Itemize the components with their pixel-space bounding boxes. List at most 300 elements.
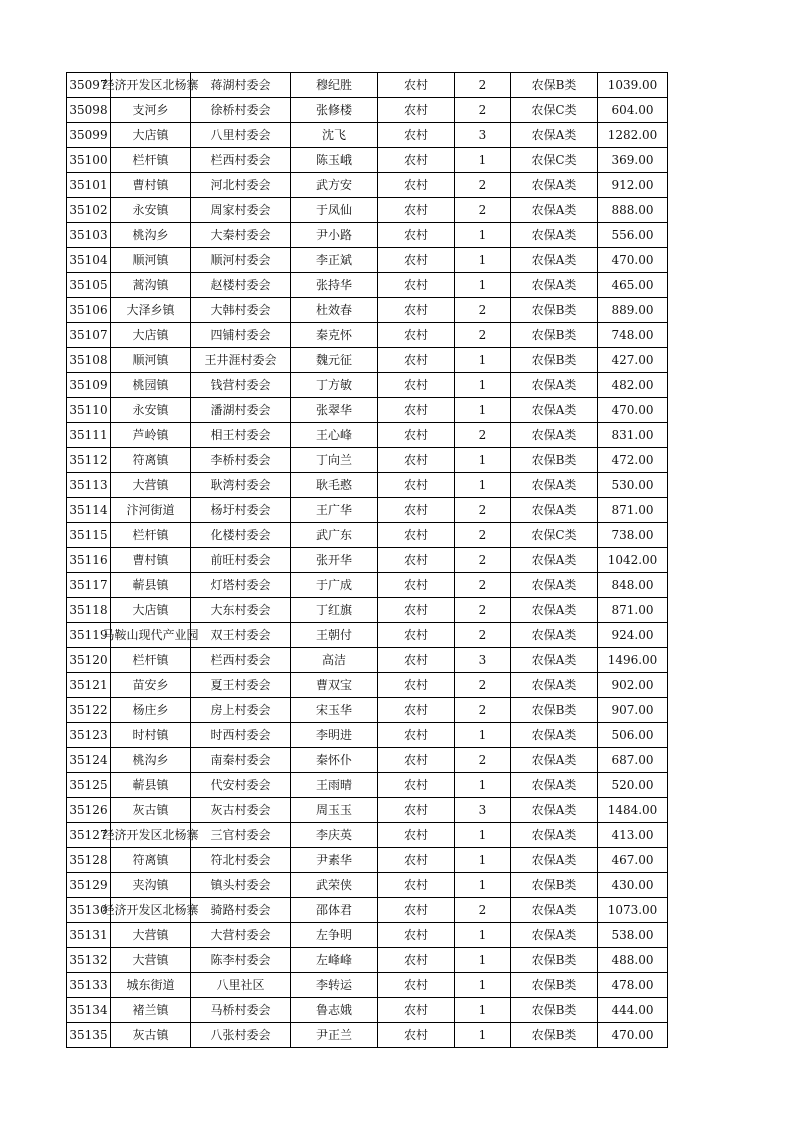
township-cell: 大店镇 (111, 323, 191, 348)
amount-cell: 687.00 (598, 748, 668, 773)
table-row (67, 348, 668, 373)
record-number-cell: 35112 (67, 448, 111, 473)
village-committee-cell: 大韩村委会 (191, 298, 291, 323)
recipient-table (66, 72, 668, 1048)
area-type-cell: 农村 (378, 548, 455, 573)
area-type-cell: 农村 (378, 323, 455, 348)
record-number-cell: 35114 (67, 498, 111, 523)
village-committee-cell: 钱营村委会 (191, 373, 291, 398)
township-cell: 大泽乡镇 (111, 298, 191, 323)
record-number-cell: 35111 (67, 423, 111, 448)
village-committee-cell: 骑路村委会 (191, 898, 291, 923)
table-row (67, 148, 668, 173)
insurance-category-cell: 农保A类 (511, 573, 598, 598)
township-cell: 蒿沟镇 (111, 273, 191, 298)
table-row (67, 948, 668, 973)
person-name-cell: 高洁 (291, 648, 378, 673)
person-name-cell: 秦克怀 (291, 323, 378, 348)
area-type-cell: 农村 (378, 523, 455, 548)
village-committee-cell: 河北村委会 (191, 173, 291, 198)
township-cell: 支河乡 (111, 98, 191, 123)
household-count-cell: 3 (455, 648, 511, 673)
amount-cell: 902.00 (598, 673, 668, 698)
person-name-cell: 王朝付 (291, 623, 378, 648)
amount-cell: 888.00 (598, 198, 668, 223)
household-count-cell: 1 (455, 1023, 511, 1048)
person-name-cell: 左争明 (291, 923, 378, 948)
household-count-cell: 2 (455, 323, 511, 348)
table-row (67, 773, 668, 798)
record-number-cell: 35133 (67, 973, 111, 998)
amount-cell: 520.00 (598, 773, 668, 798)
insurance-category-cell: 农保A类 (511, 123, 598, 148)
village-committee-cell: 四铺村委会 (191, 323, 291, 348)
person-name-cell: 尹正兰 (291, 1023, 378, 1048)
area-type-cell: 农村 (378, 373, 455, 398)
person-name-cell: 耿毛憨 (291, 473, 378, 498)
person-name-cell: 于凤仙 (291, 198, 378, 223)
table-row (67, 498, 668, 523)
household-count-cell: 2 (455, 548, 511, 573)
area-type-cell: 农村 (378, 773, 455, 798)
insurance-category-cell: 农保B类 (511, 448, 598, 473)
table-row (67, 223, 668, 248)
table-row (67, 723, 668, 748)
area-type-cell: 农村 (378, 198, 455, 223)
area-type-cell: 农村 (378, 823, 455, 848)
insurance-category-cell: 农保B类 (511, 698, 598, 723)
household-count-cell: 2 (455, 98, 511, 123)
village-committee-cell: 顺河村委会 (191, 248, 291, 273)
amount-cell: 369.00 (598, 148, 668, 173)
village-committee-cell: 杨圩村委会 (191, 498, 291, 523)
table-row (67, 573, 668, 598)
record-number-cell: 35117 (67, 573, 111, 598)
insurance-category-cell: 农保A类 (511, 923, 598, 948)
record-number-cell: 35118 (67, 598, 111, 623)
insurance-category-cell: 农保B类 (511, 348, 598, 373)
household-count-cell: 2 (455, 298, 511, 323)
insurance-category-cell: 农保A类 (511, 598, 598, 623)
village-committee-cell: 双王村委会 (191, 623, 291, 648)
household-count-cell: 1 (455, 873, 511, 898)
township-cell: 夹沟镇 (111, 873, 191, 898)
record-number-cell: 35119 (67, 623, 111, 648)
township-cell: 永安镇 (111, 398, 191, 423)
township-cell: 顺河镇 (111, 348, 191, 373)
person-name-cell: 于广成 (291, 573, 378, 598)
person-name-cell: 李庆英 (291, 823, 378, 848)
person-name-cell: 周玉玉 (291, 798, 378, 823)
household-count-cell: 2 (455, 73, 511, 98)
record-number-cell: 35122 (67, 698, 111, 723)
table-row (67, 423, 668, 448)
insurance-category-cell: 农保A类 (511, 173, 598, 198)
area-type-cell: 农村 (378, 1023, 455, 1048)
village-committee-cell: 李桥村委会 (191, 448, 291, 473)
table-row (67, 673, 668, 698)
table-row (67, 648, 668, 673)
table-row (67, 298, 668, 323)
person-name-cell: 李正斌 (291, 248, 378, 273)
person-name-cell: 王心峰 (291, 423, 378, 448)
person-name-cell: 魏元征 (291, 348, 378, 373)
insurance-category-cell: 农保A类 (511, 723, 598, 748)
table-row (67, 373, 668, 398)
person-name-cell: 张翠华 (291, 398, 378, 423)
village-committee-cell: 栏西村委会 (191, 648, 291, 673)
household-count-cell: 1 (455, 248, 511, 273)
person-name-cell: 穆纪胜 (291, 73, 378, 98)
village-committee-cell: 时西村委会 (191, 723, 291, 748)
household-count-cell: 2 (455, 898, 511, 923)
area-type-cell: 农村 (378, 723, 455, 748)
table-row (67, 748, 668, 773)
insurance-category-cell: 农保B类 (511, 298, 598, 323)
insurance-category-cell: 农保A类 (511, 823, 598, 848)
amount-cell: 871.00 (598, 598, 668, 623)
amount-cell: 488.00 (598, 948, 668, 973)
record-number-cell: 35100 (67, 148, 111, 173)
person-name-cell: 张持华 (291, 273, 378, 298)
village-committee-cell: 八里村委会 (191, 123, 291, 148)
area-type-cell: 农村 (378, 73, 455, 98)
insurance-category-cell: 农保A类 (511, 473, 598, 498)
amount-cell: 530.00 (598, 473, 668, 498)
insurance-category-cell: 农保A类 (511, 898, 598, 923)
area-type-cell: 农村 (378, 498, 455, 523)
area-type-cell: 农村 (378, 173, 455, 198)
table-row (67, 623, 668, 648)
township-cell: 符离镇 (111, 448, 191, 473)
amount-cell: 430.00 (598, 873, 668, 898)
household-count-cell: 1 (455, 823, 511, 848)
table-row (67, 998, 668, 1023)
area-type-cell: 农村 (378, 473, 455, 498)
record-number-cell: 35123 (67, 723, 111, 748)
record-number-cell: 35128 (67, 848, 111, 873)
table-row (67, 898, 668, 923)
household-count-cell: 1 (455, 998, 511, 1023)
amount-cell: 470.00 (598, 248, 668, 273)
insurance-category-cell: 农保A类 (511, 548, 598, 573)
record-number-cell: 35135 (67, 1023, 111, 1048)
village-committee-cell: 八里社区 (191, 973, 291, 998)
insurance-category-cell: 农保A类 (511, 798, 598, 823)
record-number-cell: 35098 (67, 98, 111, 123)
table-row (67, 448, 668, 473)
amount-cell: 848.00 (598, 573, 668, 598)
insurance-category-cell: 农保C类 (511, 148, 598, 173)
household-count-cell: 2 (455, 523, 511, 548)
township-cell: 永安镇 (111, 198, 191, 223)
village-committee-cell: 潘湖村委会 (191, 398, 291, 423)
amount-cell: 924.00 (598, 623, 668, 648)
township-cell: 苗安乡 (111, 673, 191, 698)
insurance-category-cell: 农保A类 (511, 848, 598, 873)
village-committee-cell: 王井涯村委会 (191, 348, 291, 373)
table-row (67, 248, 668, 273)
village-committee-cell: 大秦村委会 (191, 223, 291, 248)
household-count-cell: 1 (455, 923, 511, 948)
household-count-cell: 2 (455, 748, 511, 773)
amount-cell: 427.00 (598, 348, 668, 373)
township-cell: 灰古镇 (111, 1023, 191, 1048)
household-count-cell: 1 (455, 448, 511, 473)
amount-cell: 467.00 (598, 848, 668, 873)
household-count-cell: 2 (455, 498, 511, 523)
amount-cell: 871.00 (598, 498, 668, 523)
record-number-cell: 35130 (67, 898, 111, 923)
household-count-cell: 2 (455, 598, 511, 623)
record-number-cell: 35104 (67, 248, 111, 273)
area-type-cell: 农村 (378, 298, 455, 323)
township-cell: 桃沟乡 (111, 748, 191, 773)
village-committee-cell: 陈李村委会 (191, 948, 291, 973)
household-count-cell: 1 (455, 973, 511, 998)
area-type-cell: 农村 (378, 398, 455, 423)
insurance-category-cell: 农保B类 (511, 73, 598, 98)
person-name-cell: 秦怀仆 (291, 748, 378, 773)
area-type-cell: 农村 (378, 948, 455, 973)
area-type-cell: 农村 (378, 248, 455, 273)
table-row (67, 323, 668, 348)
record-number-cell: 35125 (67, 773, 111, 798)
area-type-cell: 农村 (378, 748, 455, 773)
person-name-cell: 张修楼 (291, 98, 378, 123)
amount-cell: 738.00 (598, 523, 668, 548)
table-row (67, 123, 668, 148)
table-row (67, 923, 668, 948)
person-name-cell: 曹双宝 (291, 673, 378, 698)
table-body (67, 73, 668, 1048)
amount-cell: 889.00 (598, 298, 668, 323)
village-committee-cell: 周家村委会 (191, 198, 291, 223)
amount-cell: 444.00 (598, 998, 668, 1023)
amount-cell: 1282.00 (598, 123, 668, 148)
insurance-category-cell: 农保A类 (511, 673, 598, 698)
village-committee-cell: 代安村委会 (191, 773, 291, 798)
township-cell: 汴河街道 (111, 498, 191, 523)
person-name-cell: 杜效春 (291, 298, 378, 323)
person-name-cell: 丁向兰 (291, 448, 378, 473)
area-type-cell: 农村 (378, 648, 455, 673)
village-committee-cell: 蒋湖村委会 (191, 73, 291, 98)
person-name-cell: 张开华 (291, 548, 378, 573)
village-committee-cell: 大东村委会 (191, 598, 291, 623)
person-name-cell: 尹素华 (291, 848, 378, 873)
table-row (67, 848, 668, 873)
household-count-cell: 1 (455, 373, 511, 398)
insurance-category-cell: 农保B类 (511, 873, 598, 898)
township-cell: 时村镇 (111, 723, 191, 748)
record-number-cell: 35109 (67, 373, 111, 398)
table-row (67, 598, 668, 623)
table-row (67, 1023, 668, 1048)
insurance-category-cell: 农保B类 (511, 998, 598, 1023)
township-cell: 灰古镇 (111, 798, 191, 823)
household-count-cell: 2 (455, 423, 511, 448)
township-cell: 栏杆镇 (111, 523, 191, 548)
table-row (67, 873, 668, 898)
amount-cell: 413.00 (598, 823, 668, 848)
insurance-category-cell: 农保B类 (511, 973, 598, 998)
insurance-category-cell: 农保A类 (511, 273, 598, 298)
amount-cell: 748.00 (598, 323, 668, 348)
household-count-cell: 1 (455, 348, 511, 373)
township-cell: 褚兰镇 (111, 998, 191, 1023)
village-committee-cell: 南秦村委会 (191, 748, 291, 773)
record-number-cell: 35113 (67, 473, 111, 498)
insurance-category-cell: 农保A类 (511, 223, 598, 248)
township-cell: 经济开发区北杨寨 (111, 823, 191, 848)
amount-cell: 506.00 (598, 723, 668, 748)
person-name-cell: 王广华 (291, 498, 378, 523)
household-count-cell: 1 (455, 723, 511, 748)
amount-cell: 912.00 (598, 173, 668, 198)
insurance-category-cell: 农保A类 (511, 498, 598, 523)
area-type-cell: 农村 (378, 673, 455, 698)
insurance-category-cell: 农保A类 (511, 398, 598, 423)
record-number-cell: 35131 (67, 923, 111, 948)
record-number-cell: 35099 (67, 123, 111, 148)
amount-cell: 1042.00 (598, 548, 668, 573)
household-count-cell: 1 (455, 148, 511, 173)
amount-cell: 1484.00 (598, 798, 668, 823)
area-type-cell: 农村 (378, 423, 455, 448)
insurance-category-cell: 农保B类 (511, 323, 598, 348)
township-cell: 经济开发区北杨寨 (111, 898, 191, 923)
insurance-category-cell: 农保C类 (511, 523, 598, 548)
table-row (67, 198, 668, 223)
table-row (67, 473, 668, 498)
village-committee-cell: 灯塔村委会 (191, 573, 291, 598)
person-name-cell: 丁方敏 (291, 373, 378, 398)
township-cell: 大店镇 (111, 598, 191, 623)
insurance-category-cell: 农保A类 (511, 648, 598, 673)
area-type-cell: 农村 (378, 348, 455, 373)
record-number-cell: 35106 (67, 298, 111, 323)
household-count-cell: 1 (455, 273, 511, 298)
table-row (67, 273, 668, 298)
village-committee-cell: 符北村委会 (191, 848, 291, 873)
village-committee-cell: 灰古村委会 (191, 798, 291, 823)
amount-cell: 1496.00 (598, 648, 668, 673)
table-row (67, 973, 668, 998)
township-cell: 顺河镇 (111, 248, 191, 273)
township-cell: 桃园镇 (111, 373, 191, 398)
area-type-cell: 农村 (378, 148, 455, 173)
township-cell: 大营镇 (111, 923, 191, 948)
township-cell: 马鞍山现代产业园 (111, 623, 191, 648)
person-name-cell: 丁红旗 (291, 598, 378, 623)
amount-cell: 831.00 (598, 423, 668, 448)
village-committee-cell: 化楼村委会 (191, 523, 291, 548)
amount-cell: 472.00 (598, 448, 668, 473)
table-row (67, 798, 668, 823)
person-name-cell: 沈飞 (291, 123, 378, 148)
record-number-cell: 35107 (67, 323, 111, 348)
village-committee-cell: 夏王村委会 (191, 673, 291, 698)
record-number-cell: 35121 (67, 673, 111, 698)
person-name-cell: 王雨晴 (291, 773, 378, 798)
household-count-cell: 3 (455, 798, 511, 823)
area-type-cell: 农村 (378, 873, 455, 898)
area-type-cell: 农村 (378, 898, 455, 923)
township-cell: 大营镇 (111, 948, 191, 973)
record-number-cell: 35097 (67, 73, 111, 98)
area-type-cell: 农村 (378, 98, 455, 123)
insurance-category-cell: 农保C类 (511, 98, 598, 123)
person-name-cell: 李转运 (291, 973, 378, 998)
person-name-cell: 武方安 (291, 173, 378, 198)
area-type-cell: 农村 (378, 698, 455, 723)
insurance-category-cell: 农保A类 (511, 373, 598, 398)
amount-cell: 1039.00 (598, 73, 668, 98)
record-number-cell: 35132 (67, 948, 111, 973)
table-row (67, 98, 668, 123)
household-count-cell: 1 (455, 473, 511, 498)
township-cell: 桃沟乡 (111, 223, 191, 248)
insurance-category-cell: 农保A类 (511, 623, 598, 648)
household-count-cell: 1 (455, 398, 511, 423)
person-name-cell: 左峰峰 (291, 948, 378, 973)
amount-cell: 907.00 (598, 698, 668, 723)
township-cell: 曹村镇 (111, 173, 191, 198)
township-cell: 大营镇 (111, 473, 191, 498)
area-type-cell: 农村 (378, 848, 455, 873)
insurance-category-cell: 农保A类 (511, 248, 598, 273)
record-number-cell: 35108 (67, 348, 111, 373)
village-committee-cell: 镇头村委会 (191, 873, 291, 898)
area-type-cell: 农村 (378, 223, 455, 248)
village-committee-cell: 八张村委会 (191, 1023, 291, 1048)
record-number-cell: 35116 (67, 548, 111, 573)
household-count-cell: 1 (455, 223, 511, 248)
table-row (67, 523, 668, 548)
area-type-cell: 农村 (378, 923, 455, 948)
amount-cell: 604.00 (598, 98, 668, 123)
insurance-category-cell: 农保B类 (511, 1023, 598, 1048)
table-row (67, 173, 668, 198)
insurance-category-cell: 农保B类 (511, 948, 598, 973)
township-cell: 杨庄乡 (111, 698, 191, 723)
insurance-category-cell: 农保A类 (511, 748, 598, 773)
record-number-cell: 35110 (67, 398, 111, 423)
table-row (67, 548, 668, 573)
record-number-cell: 35103 (67, 223, 111, 248)
area-type-cell: 农村 (378, 448, 455, 473)
area-type-cell: 农村 (378, 998, 455, 1023)
table-row (67, 823, 668, 848)
area-type-cell: 农村 (378, 273, 455, 298)
township-cell: 曹村镇 (111, 548, 191, 573)
township-cell: 蕲县镇 (111, 573, 191, 598)
household-count-cell: 2 (455, 673, 511, 698)
area-type-cell: 农村 (378, 123, 455, 148)
person-name-cell: 鲁志娥 (291, 998, 378, 1023)
amount-cell: 465.00 (598, 273, 668, 298)
village-committee-cell: 徐桥村委会 (191, 98, 291, 123)
insurance-category-cell: 农保A类 (511, 423, 598, 448)
person-name-cell: 陈玉峨 (291, 148, 378, 173)
village-committee-cell: 栏西村委会 (191, 148, 291, 173)
household-count-cell: 2 (455, 173, 511, 198)
record-number-cell: 35105 (67, 273, 111, 298)
record-number-cell: 35124 (67, 748, 111, 773)
area-type-cell: 农村 (378, 798, 455, 823)
amount-cell: 538.00 (598, 923, 668, 948)
